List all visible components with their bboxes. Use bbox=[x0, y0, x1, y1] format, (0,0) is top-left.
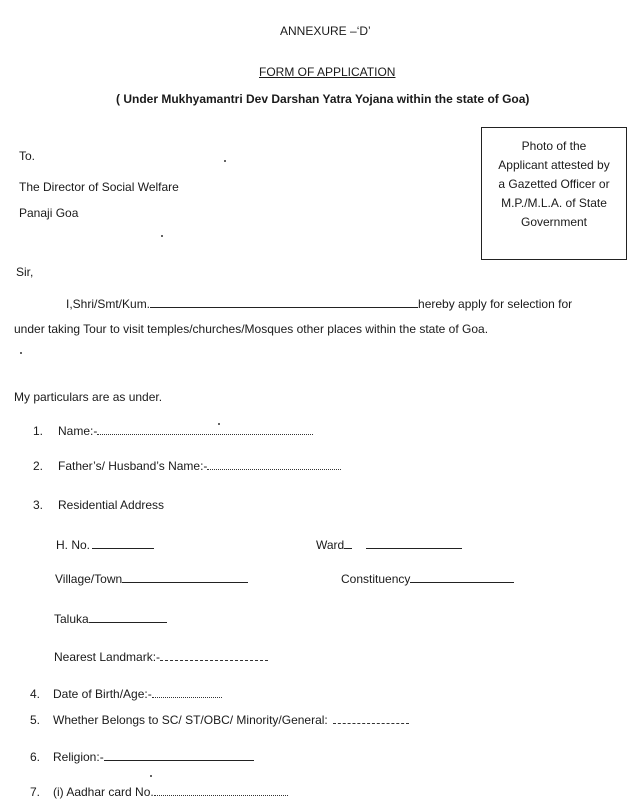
photo-box-line: Photo of the bbox=[521, 139, 587, 153]
field-category bbox=[53, 713, 409, 727]
taluka-label: Taluka bbox=[54, 612, 89, 626]
landmark-label: Nearest Landmark:- bbox=[54, 650, 161, 664]
father-name-input[interactable] bbox=[207, 459, 341, 470]
religion-input[interactable] bbox=[104, 750, 254, 761]
particulars-heading: My particulars are as under. bbox=[14, 390, 163, 404]
field-village bbox=[55, 572, 248, 586]
field-name-label: Name:- bbox=[58, 424, 98, 438]
aadhar-input[interactable] bbox=[154, 785, 288, 796]
annexure-label: ANNEXURE –‘D’ bbox=[280, 24, 371, 38]
photo-box-line: Applicant attested by bbox=[498, 158, 610, 172]
scan-speck bbox=[218, 423, 220, 425]
field-aadhar bbox=[53, 785, 288, 799]
hno-label: H. No. bbox=[56, 538, 91, 552]
field-father-name-label: Father’s/ Husband’s Name:- bbox=[58, 459, 208, 473]
field-ward bbox=[316, 538, 462, 552]
field-5-number: 5. bbox=[30, 713, 41, 727]
scan-speck bbox=[161, 235, 163, 237]
field-religion bbox=[53, 750, 254, 764]
address-to: To. bbox=[19, 149, 36, 163]
field-constituency bbox=[341, 572, 514, 586]
field-father-name bbox=[58, 459, 341, 473]
form-title: FORM OF APPLICATION bbox=[259, 65, 396, 79]
photo-box-line: a Gazetted Officer or bbox=[498, 177, 610, 191]
scan-speck bbox=[20, 352, 22, 354]
address-line-2: Panaji Goa bbox=[19, 206, 79, 220]
applicant-declaration bbox=[66, 297, 572, 311]
constituency-input[interactable] bbox=[410, 572, 514, 583]
declaration-suffix: hereby apply for selection for bbox=[418, 297, 573, 311]
constituency-label: Constituency bbox=[341, 572, 411, 586]
field-dob bbox=[53, 687, 222, 701]
hno-input[interactable] bbox=[92, 538, 154, 549]
applicant-name-blank[interactable] bbox=[150, 297, 418, 308]
village-input[interactable] bbox=[122, 572, 248, 583]
scan-speck bbox=[150, 775, 152, 777]
salutation: Sir, bbox=[16, 265, 34, 279]
field-name bbox=[58, 424, 313, 438]
category-label: Whether Belongs to SC/ ST/OBC/ Minority/General: bbox=[53, 713, 328, 727]
field-1-number: 1. bbox=[33, 424, 44, 438]
aadhar-label: (i) Aadhar card No. bbox=[53, 785, 154, 799]
field-taluka bbox=[54, 612, 167, 626]
field-7-number: 7. bbox=[30, 785, 41, 799]
dob-label: Date of Birth/Age:- bbox=[53, 687, 152, 701]
field-3-number: 3. bbox=[33, 498, 44, 512]
field-6-number: 6. bbox=[30, 750, 41, 764]
ward-input-short[interactable] bbox=[344, 538, 352, 549]
dob-input[interactable] bbox=[152, 687, 222, 698]
field-hno bbox=[56, 538, 154, 552]
landmark-input[interactable] bbox=[160, 650, 268, 661]
declaration-prefix: I,Shri/Smt/Kum. bbox=[66, 297, 151, 311]
form-subtitle: ( Under Mukhyamantri Dev Darshan Yatra Yojana within the state of Goa) bbox=[116, 92, 530, 106]
field-address-label: Residential Address bbox=[58, 498, 165, 512]
name-input[interactable] bbox=[97, 424, 313, 435]
address-line-1: The Director of Social Welfare bbox=[19, 180, 179, 194]
taluka-input[interactable] bbox=[89, 612, 167, 623]
category-input[interactable] bbox=[333, 713, 409, 724]
declaration-line-2: under taking Tour to visit temples/churches/Mosques other places within the state of Goa. bbox=[14, 322, 489, 336]
photo-box-line: Government bbox=[520, 215, 588, 229]
religion-label: Religion:- bbox=[53, 750, 104, 764]
village-label: Village/Town bbox=[55, 572, 123, 586]
field-landmark bbox=[54, 650, 268, 664]
ward-input[interactable] bbox=[366, 538, 462, 549]
field-4-number: 4. bbox=[30, 687, 41, 701]
photo-box-line: M.P./M.L.A. of State bbox=[501, 196, 607, 210]
field-2-number: 2. bbox=[33, 459, 44, 473]
photo-box bbox=[481, 127, 627, 260]
scan-speck bbox=[224, 160, 226, 162]
ward-label: Ward bbox=[316, 538, 345, 552]
